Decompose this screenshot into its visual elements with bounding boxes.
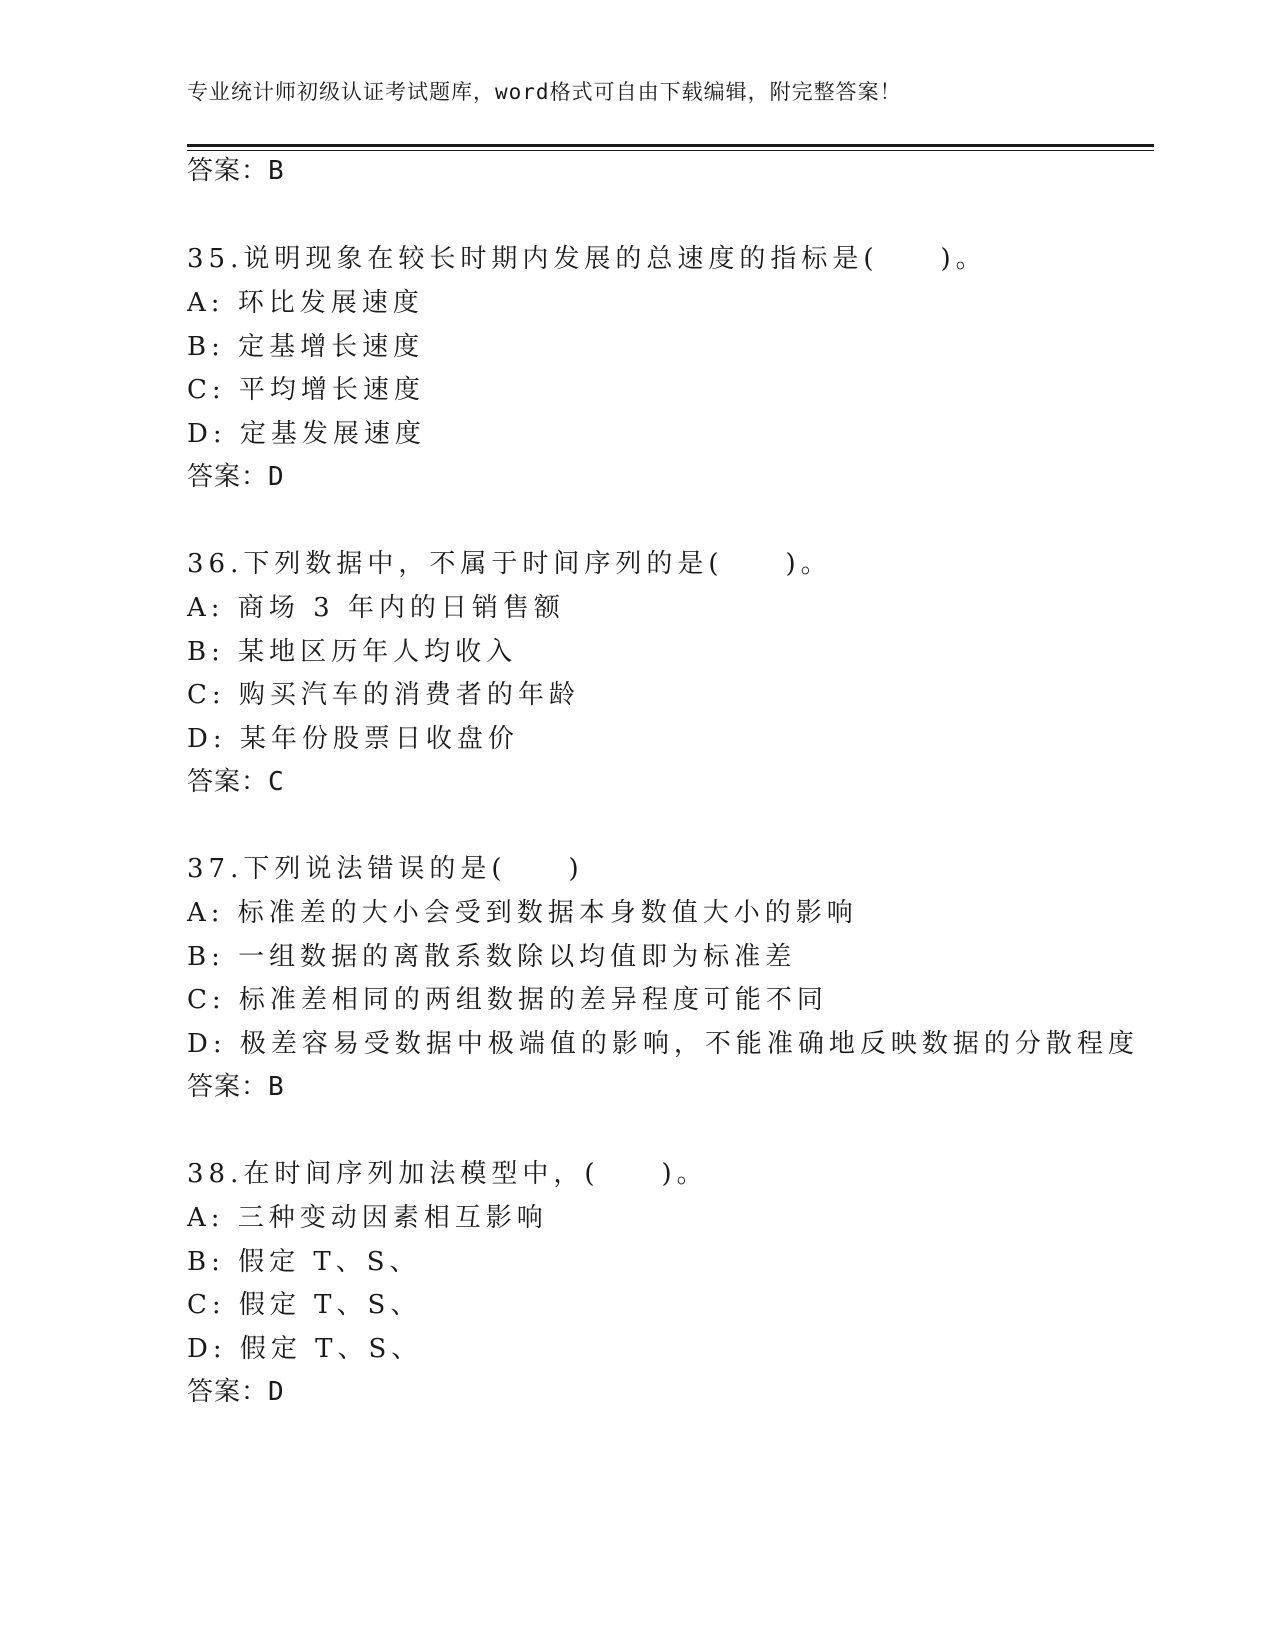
answer-label: 答案： <box>187 462 269 492</box>
header-rule-thin <box>187 150 1154 151</box>
question-35: 35.说明现象在较长时期内发展的总速度的指标是( )。 <box>187 244 987 274</box>
option-b: B: 某地区历年人均收入 <box>187 637 518 667</box>
option-d: D: 某年份股票日收盘价 <box>187 724 519 754</box>
answer-value: B <box>268 1072 285 1102</box>
answer-label: 答案： <box>187 1072 269 1102</box>
option-b: B: 假定 T、S、 <box>187 1247 421 1277</box>
option-d: D: 假定 T、S、 <box>187 1334 423 1364</box>
header-rule-thick <box>187 144 1154 147</box>
option-c: C: 购买汽车的消费者的年龄 <box>187 680 580 710</box>
option-d: D: 极差容易受数据中极端值的影响，不能准确地反映数据的分散程度 <box>187 1029 1139 1059</box>
answer-value: B <box>268 156 285 186</box>
page-header: 专业统计师初级认证考试题库，word格式可自由下载编辑，附完整答案！ <box>187 80 902 104</box>
answer-line <box>187 155 285 187</box>
question-36: 36.下列数据中，不属于时间序列的是( )。 <box>187 549 832 579</box>
answer-value: C <box>268 767 285 797</box>
answer-line <box>187 1071 285 1103</box>
answer-label: 答案： <box>187 156 269 186</box>
option-c: C: 标准差相同的两组数据的差异程度可能不同 <box>187 985 828 1015</box>
question-37: 37.下列说法错误的是( ) <box>187 854 584 884</box>
answer-line <box>187 1376 285 1408</box>
option-c: C: 平均增长速度 <box>187 375 425 405</box>
option-a: A: 标准差的大小会受到数据本身数值大小的影响 <box>187 898 858 928</box>
option-b: B: 定基增长速度 <box>187 332 425 362</box>
answer-label: 答案： <box>187 1377 269 1407</box>
option-a: A: 三种变动因素相互影响 <box>187 1203 548 1233</box>
answer-line <box>187 766 285 798</box>
answer-value: D <box>268 462 285 492</box>
answer-label: 答案： <box>187 767 269 797</box>
answer-line <box>187 461 285 493</box>
option-c: C: 假定 T、S、 <box>187 1290 422 1320</box>
question-38: 38.在时间序列加法模型中，( )。 <box>187 1159 708 1189</box>
option-a: A: 商场 3 年内的日销售额 <box>187 593 565 623</box>
answer-value: D <box>268 1377 285 1407</box>
option-d: D: 定基发展速度 <box>187 419 426 449</box>
option-a: A: 环比发展速度 <box>187 288 424 318</box>
option-b: B: 一组数据的离散系数除以均值即为标准差 <box>187 942 797 972</box>
